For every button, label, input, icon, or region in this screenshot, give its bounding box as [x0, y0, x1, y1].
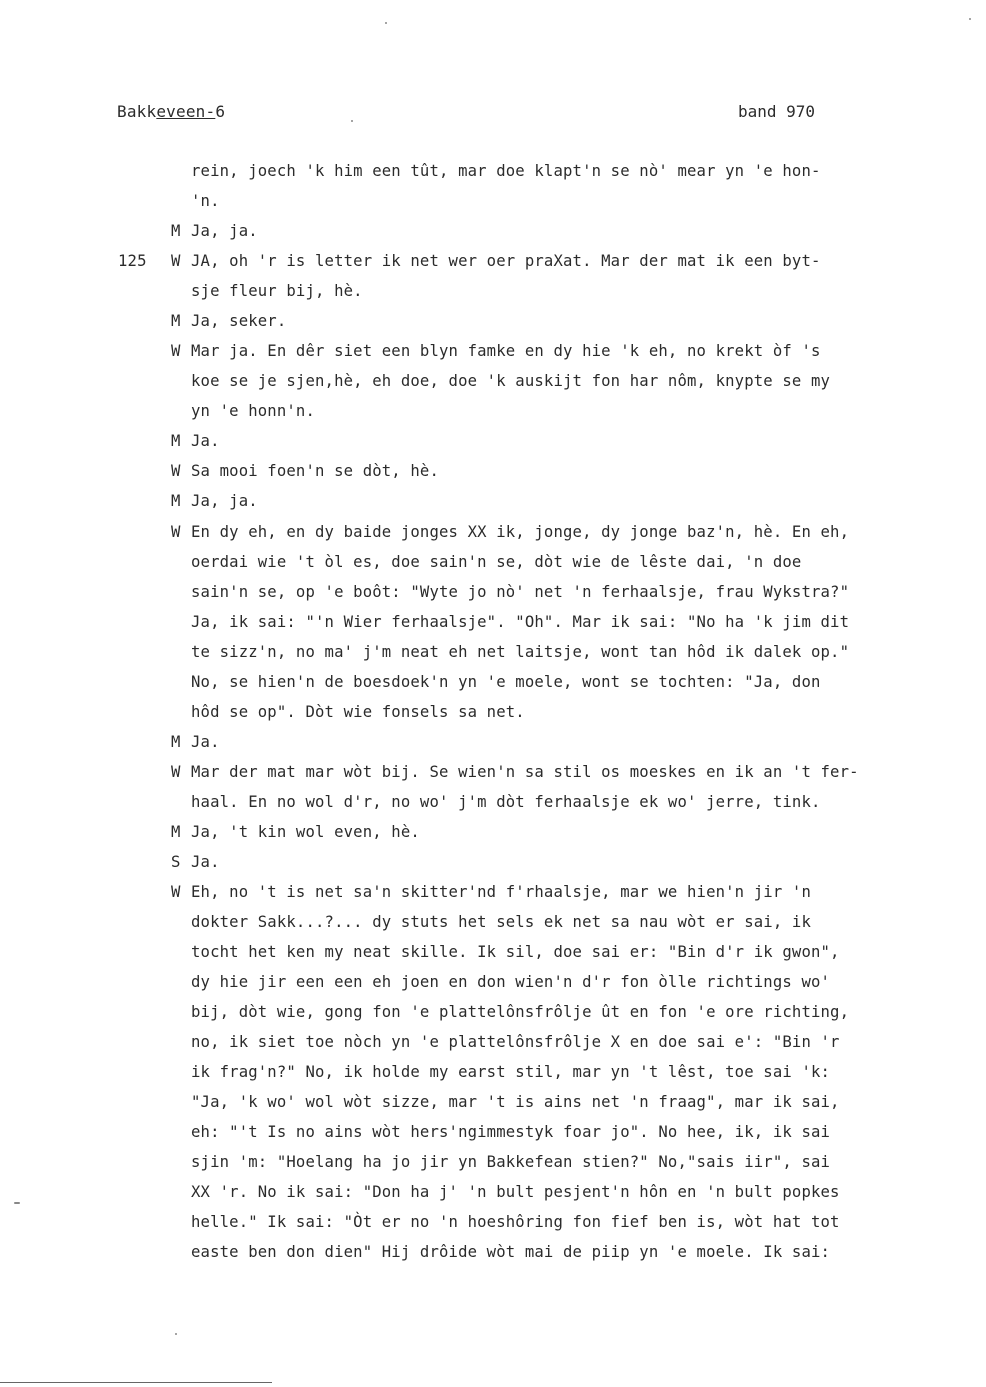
line-text: yn 'e honn'n.	[191, 402, 315, 421]
transcript-line	[0, 553, 986, 583]
line-text: helle." Ik sai: "Òt er no 'n hoeshôring fon fief ben is, wòt hat tot	[191, 1213, 840, 1232]
transcript-line	[0, 1003, 986, 1033]
transcript-line	[0, 462, 986, 492]
transcript-line	[0, 643, 986, 673]
transcript-line	[0, 1123, 986, 1153]
line-text: dokter Sakk...?... dy stuts het sels ek net sa nau wòt er sai, ik	[191, 913, 811, 931]
line-text: Ja, ja.	[191, 222, 258, 241]
line-text: tocht het ken my neat skille. Ik sil, doe sai er: "Bin d'r ik gwon",	[191, 943, 840, 961]
transcript-line	[0, 1063, 986, 1093]
line-text: Ja, 't kin wol even, hè.	[191, 822, 420, 841]
title-suffix: 6	[215, 102, 226, 121]
transcript-line	[0, 342, 986, 372]
line-text: sain'n se, op 'e boôt: "Wyte jo nò' net 'n ferhaalsje, frau Wykstra?"	[191, 582, 850, 601]
line-text: Ja, seker.	[191, 312, 287, 331]
transcript-line	[0, 793, 986, 823]
transcript-line	[0, 823, 986, 853]
transcript-line	[0, 192, 986, 222]
transcript-line	[0, 1183, 986, 1213]
transcript-line	[0, 492, 986, 522]
transcript-line	[0, 583, 986, 613]
scan-speck	[385, 22, 387, 24]
speaker-label: M	[171, 822, 181, 841]
line-text: Ja.	[191, 852, 220, 871]
transcript-line	[0, 853, 986, 883]
transcript-line	[0, 703, 986, 733]
transcript-line	[0, 913, 986, 943]
scan-speck	[175, 1333, 177, 1335]
document-title	[117, 102, 225, 121]
transcript-line	[0, 613, 986, 643]
line-text: oerdai wie 't òl es, doe sain'n se, dòt wie de lêste dai, 'n doe	[191, 552, 802, 571]
line-text: Ja, ja.	[191, 492, 258, 511]
line-text: Mar ja. En dêr siet een blyn famke en dy hie 'k eh, no krekt òf 's	[191, 342, 821, 361]
transcript-line	[0, 673, 986, 703]
line-text: dy hie jir een een eh joen en don wien'n d'r fon òlle richtings wo'	[191, 973, 831, 992]
title-underlined: eveen-	[156, 102, 216, 121]
transcript-line	[0, 432, 986, 462]
line-text: XX 'r. No ik sai: "Don ha j' 'n bult pesjent'n hôn en 'n bult popkes	[191, 1183, 840, 1202]
line-text: Mar der mat mar wòt bij. Se wien'n sa stil os moeskes en ik an 't fer-	[191, 762, 859, 781]
line-text: JA, oh 'r is letter ik net wer oer praXat. Mar der mat ik een byt-	[191, 252, 821, 271]
transcript-line	[0, 1243, 986, 1273]
line-text: Ja.	[191, 432, 220, 451]
transcript-line	[0, 943, 986, 973]
speaker-label: W	[171, 462, 181, 481]
line-text: te sizz'n, no ma' j'm neat eh net laitsje, wont tan hôd ik dalek op."	[191, 642, 850, 661]
transcript-line	[0, 1213, 986, 1243]
transcript-line	[0, 312, 986, 342]
speaker-label: S	[171, 852, 181, 871]
speaker-label: W	[171, 342, 181, 361]
transcript-line	[0, 883, 986, 913]
speaker-label: W	[171, 883, 181, 901]
transcript-line	[0, 1093, 986, 1123]
line-text: koe se je sjen,hè, eh doe, doe 'k auskijt fon har nôm, knypte se my	[191, 372, 831, 391]
line-text: En dy eh, en dy baide jonges XX ik, jonge, dy jonge baz'n, hè. En eh,	[191, 522, 850, 541]
line-text: No, se hien'n de boesdoek'n yn 'e moele, wont se tochten: "Ja, don	[191, 672, 821, 691]
speaker-label: M	[171, 222, 181, 241]
line-text: bij, dòt wie, gong fon 'e plattelônsfrôlje ût en fon 'e ore richting,	[191, 1003, 850, 1022]
scan-speck	[14, 1202, 20, 1204]
transcript-line	[0, 973, 986, 1003]
transcript-line	[0, 763, 986, 793]
line-text: hôd se op". Dòt wie fonsels sa net.	[191, 702, 525, 721]
transcript-line	[0, 1153, 986, 1183]
line-text: rein, joech 'k him een tût, mar doe klapt'n se nò' mear yn 'e hon-	[191, 162, 821, 180]
speaker-label: M	[171, 492, 181, 511]
speaker-label: M	[171, 732, 181, 751]
transcript-line	[0, 162, 986, 192]
speaker-label: W	[171, 762, 181, 781]
title-prefix: Bakk	[117, 102, 157, 121]
transcript-line	[0, 1033, 986, 1063]
transcript-line	[0, 282, 986, 312]
line-text: easte ben don dien" Hij drôide wòt mai de piip yn 'e moele. Ik sai:	[191, 1243, 831, 1262]
scan-speck	[351, 120, 353, 122]
line-text: sje fleur bij, hè.	[191, 282, 363, 301]
line-text: eh: "'t Is no ains wòt hers'ngimmestyk foar jo". No hee, ik, ik sai	[191, 1123, 831, 1142]
speaker-label: M	[171, 432, 181, 451]
line-text: haal. En no wol d'r, no wo' j'm dòt ferhaalsje ek wo' jerre, tink.	[191, 792, 821, 811]
line-text: no, ik siet toe nòch yn 'e plattelônsfrôlje X en doe sai e': "Bin 'r	[191, 1033, 840, 1052]
footer-rule	[0, 1382, 272, 1383]
transcript-line	[0, 523, 986, 553]
line-text: Eh, no 't is net sa'n skitter'nd f'rhaalsje, mar we hien'n jir 'n	[191, 883, 811, 901]
line-text: ik frag'n?" No, ik holde my earst stil, mar yn 't lêst, toe sai 'k:	[191, 1063, 831, 1082]
band-number: band 970	[738, 102, 816, 121]
transcript-line	[0, 222, 986, 252]
speaker-label: M	[171, 312, 181, 331]
line-text: Ja, ik sai: "'n Wier ferhaalsje". "Oh". Mar ik sai: "No ha 'k jim dit	[191, 612, 850, 631]
transcript-line	[0, 402, 986, 432]
line-text: Sa mooi foen'n se dòt, hè.	[191, 462, 439, 481]
line-text: 'n.	[191, 192, 220, 210]
scan-speck	[969, 18, 971, 20]
speaker-label: W	[171, 522, 181, 541]
line-text: sjin 'm: "Hoelang ha jo jir yn Bakkefean stien?" No,"sais iir", sai	[191, 1153, 831, 1172]
line-text: Ja.	[191, 732, 220, 751]
line-number: 125	[118, 252, 147, 271]
speaker-label: W	[171, 252, 181, 271]
line-text: "Ja, 'k wo' wol wòt sizze, mar 't is ains net 'n fraag", mar ik sai,	[191, 1093, 840, 1112]
transcript-line	[0, 733, 986, 763]
transcript-line	[0, 372, 986, 402]
transcript-line	[0, 252, 986, 282]
